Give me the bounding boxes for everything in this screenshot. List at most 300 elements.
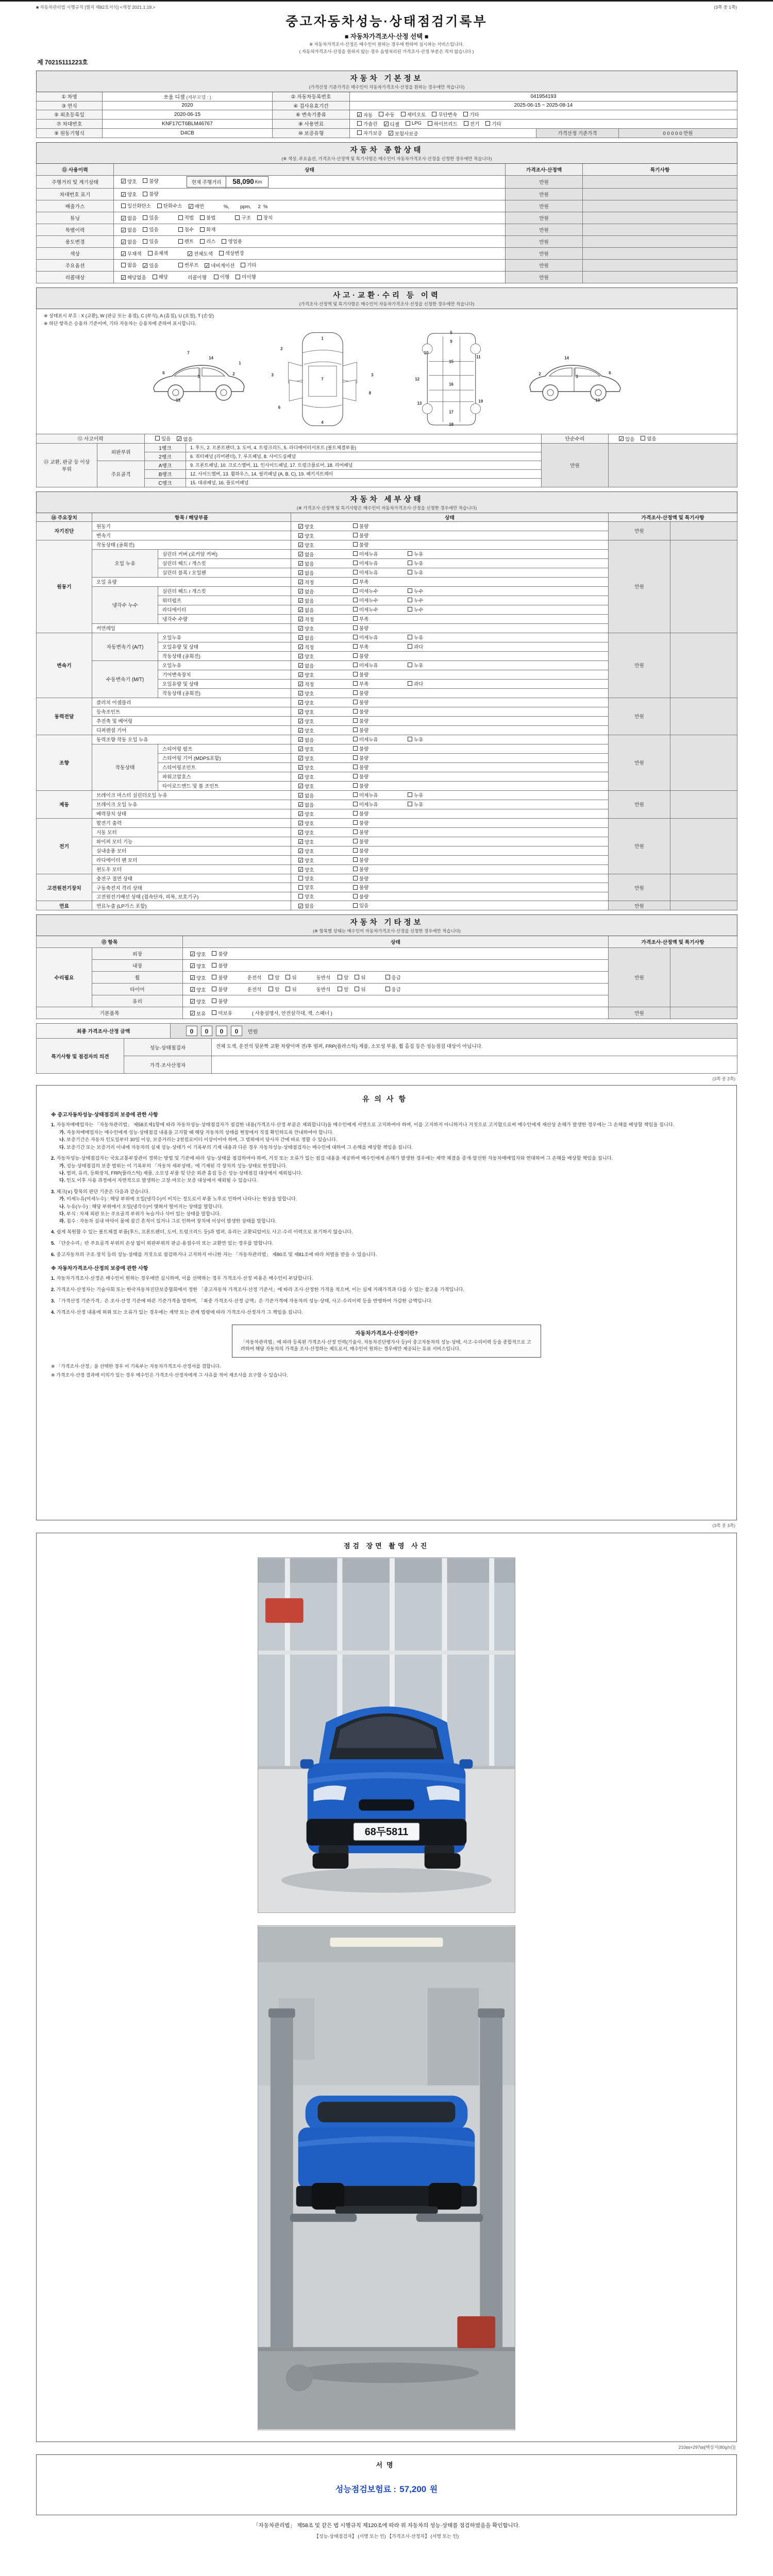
checkbox-icon: ✓ bbox=[299, 830, 303, 836]
checkbox-option[interactable]: 불량 bbox=[353, 773, 408, 780]
checkbox-icon: ✓ bbox=[299, 737, 303, 743]
checkbox-option[interactable]: 불량 bbox=[353, 810, 408, 817]
checkbox-icon bbox=[353, 570, 358, 574]
field-label: ② 자동차등록번호 bbox=[273, 92, 350, 101]
checkbox-option[interactable]: 불량 bbox=[353, 856, 408, 863]
checkbox-option[interactable]: ✓ 없음 bbox=[299, 793, 314, 799]
checkbox-option[interactable]: ✓ 양호 bbox=[299, 691, 314, 697]
checkbox-option[interactable]: ✓ 있음 bbox=[143, 263, 159, 269]
checkbox-option[interactable]: ✓ 적정 bbox=[299, 682, 314, 688]
checkbox-option[interactable]: ✓ 양호 bbox=[299, 765, 314, 771]
checkbox-option[interactable]: ✓ 양호 bbox=[299, 867, 314, 873]
checkbox-option[interactable]: 뒤 bbox=[285, 986, 296, 993]
checkbox-option[interactable]: 미세누유 bbox=[353, 791, 408, 799]
checkbox-icon bbox=[353, 903, 358, 908]
checkbox-option[interactable]: ✓ 양호 bbox=[299, 849, 314, 855]
checkbox-option[interactable]: ✓ 없음 bbox=[299, 737, 314, 743]
transmission-options bbox=[350, 110, 737, 119]
checkbox-icon: ✓ bbox=[191, 963, 195, 969]
checkbox-option[interactable]: ✓ 디젤 bbox=[384, 122, 399, 128]
notice-item: 3. 체크(∨) 항목의 판단 기준은 다음과 같습니다. 가. 미세누유(미세누수) : 해당 부위에 오일(냉각수)이 비치는 정도로서 부품 노후로 인하여 나타나는 현상을 말합니다. 나. 누유(누수) : 해당 부위에서 오일(냉각수)이 맺혀서 떨어지는 상태를 말합니다. 다. 부식 : 차체 외판 또는 주요골격 부위가 녹슬거나 삭아 있는 상태를 말합니다. 라. 침수 : 자동차 실내 바닥이 물에 잠긴 흔적이 있거나 그로 인하여 장치에 이상이 발생한 상태를 말합니다. bbox=[51, 1188, 722, 1225]
checkbox-option[interactable]: 뒤 bbox=[285, 974, 296, 981]
checkbox-option[interactable]: 불량 bbox=[353, 893, 408, 900]
price-cell: 만원 bbox=[609, 818, 670, 874]
checkbox-option[interactable]: 누수 bbox=[408, 587, 462, 595]
panel-number-label: 6 bbox=[609, 370, 611, 376]
checkbox-option[interactable]: ✓ 양호 bbox=[299, 830, 314, 836]
checkbox-option[interactable]: 불량 bbox=[353, 532, 408, 539]
field-label: ⑥ 변속기종류 bbox=[273, 110, 350, 119]
column-header: ⑮ 항목 bbox=[37, 936, 183, 948]
detail-row bbox=[37, 735, 737, 744]
car-side-right-diagram bbox=[524, 348, 627, 410]
checkbox-option[interactable]: 있음 bbox=[143, 214, 158, 221]
checkbox-option[interactable]: 미세누유 bbox=[353, 550, 408, 557]
checkbox-icon bbox=[178, 215, 183, 220]
note-cell bbox=[583, 259, 737, 271]
checkbox-option[interactable]: ✓ 네비게이션 bbox=[205, 263, 235, 269]
checkbox-icon bbox=[353, 876, 358, 880]
detail-row bbox=[37, 818, 737, 827]
checkbox-icon bbox=[235, 215, 240, 220]
panel-group-label: 주요골격 bbox=[97, 461, 145, 487]
checkbox-icon bbox=[408, 681, 412, 686]
overall-row bbox=[37, 235, 737, 247]
checkbox-option[interactable]: 응급 bbox=[385, 986, 401, 993]
checkbox-option[interactable]: 미세누유 bbox=[353, 662, 408, 669]
checkbox-option[interactable]: 누유 bbox=[408, 569, 462, 576]
checkbox-option[interactable]: 누수 bbox=[408, 597, 462, 604]
checkbox-option[interactable]: 응급 bbox=[385, 974, 401, 981]
checkbox-icon bbox=[408, 663, 412, 667]
item-state bbox=[291, 549, 609, 558]
registration-number-value: 041954193 bbox=[350, 92, 737, 101]
checkbox-option[interactable]: 기타 bbox=[485, 120, 501, 127]
item-label: 배출가스 bbox=[37, 200, 114, 212]
field-label: ⑤ 최초등록일 bbox=[37, 110, 103, 119]
checkbox-option[interactable]: 미세누수 bbox=[353, 597, 408, 604]
checkbox-icon: ✓ bbox=[299, 756, 303, 761]
note-cell bbox=[670, 540, 737, 633]
checkbox-icon bbox=[357, 121, 362, 126]
checkbox-option[interactable]: 가솔린 bbox=[357, 120, 378, 127]
fuel-options bbox=[350, 119, 737, 128]
checkbox-option[interactable]: ✓ 무채색 bbox=[122, 251, 142, 258]
overall-row bbox=[37, 200, 737, 212]
checkbox-option[interactable]: 세미오토 bbox=[401, 111, 426, 118]
page-mark-4: 210㎜×297㎜[백상지(80g/㎡)] bbox=[678, 2445, 735, 2450]
checkbox-option[interactable]: 화재 bbox=[200, 226, 215, 233]
item-label: 원동기 bbox=[92, 521, 291, 531]
checkbox-icon: ✓ bbox=[619, 436, 624, 442]
checkbox-option[interactable]: ✓ 양호 bbox=[299, 700, 314, 706]
checkbox-option[interactable]: ✓ 양호 bbox=[122, 192, 137, 198]
checkbox-option[interactable]: 불량 bbox=[353, 652, 408, 659]
note-cell bbox=[670, 735, 737, 790]
checkbox-option[interactable]: 양호 bbox=[298, 884, 353, 891]
checkbox-option[interactable]: 부족 bbox=[353, 680, 408, 687]
checkbox-icon bbox=[641, 436, 645, 440]
item-state bbox=[291, 707, 609, 716]
checkbox-option[interactable]: ✓ 양호 bbox=[299, 839, 314, 845]
checkbox-icon bbox=[353, 579, 358, 584]
checkbox-option[interactable]: 불량 bbox=[353, 699, 408, 706]
price-cell: 만원 bbox=[506, 224, 583, 235]
checkbox-option[interactable]: 양호 bbox=[298, 893, 353, 900]
checkbox-option[interactable]: ✓ 적정 bbox=[299, 645, 314, 651]
final-price-value: 0 0 0 0 만원 bbox=[171, 1024, 737, 1039]
checkbox-option[interactable]: 앞 bbox=[268, 974, 279, 981]
checkbox-option[interactable]: 일산화탄소 bbox=[121, 202, 151, 209]
checkbox-option[interactable]: ✓ 양호 bbox=[299, 774, 314, 781]
note-cell bbox=[670, 698, 737, 735]
checkbox-option[interactable]: 누유 bbox=[408, 560, 462, 567]
checkbox-option[interactable]: 미세누유 bbox=[353, 560, 408, 567]
item-label: 와이퍼 모터 기능 bbox=[92, 837, 291, 846]
inspection-period-value: 2025-06-15 ~ 2025-08-14 bbox=[350, 101, 737, 110]
checkbox-option[interactable]: ✓ 없음 bbox=[177, 436, 193, 443]
checkbox-option[interactable]: 미세누수 bbox=[353, 606, 408, 613]
checkbox-option[interactable]: 이행 bbox=[214, 273, 229, 280]
item-label: 색상 bbox=[37, 247, 114, 259]
signature-title: 서명 bbox=[376, 2461, 397, 2469]
amount-digit: 0 bbox=[201, 1026, 212, 1036]
checkbox-icon bbox=[212, 975, 216, 979]
checkbox-option[interactable]: ✓ 양호 bbox=[299, 543, 314, 549]
checkbox-option[interactable]: 자가보증 bbox=[357, 129, 382, 137]
checkbox-option[interactable]: 불량 bbox=[143, 190, 158, 197]
checkbox-option[interactable]: 적법 bbox=[178, 214, 194, 221]
checkbox-option[interactable]: ✓ 양호 bbox=[191, 975, 206, 981]
accident-history-label: ⑫ 사고이력 bbox=[37, 434, 145, 443]
checkbox-option[interactable]: ✓ 없음 bbox=[299, 903, 314, 910]
checkbox-icon bbox=[353, 894, 358, 899]
checkbox-option[interactable]: 과다 bbox=[408, 680, 462, 687]
checkbox-icon: ✓ bbox=[299, 747, 303, 752]
price-cell: 만원 bbox=[609, 1007, 670, 1019]
checkbox-option[interactable]: 불량 bbox=[353, 782, 408, 789]
item-state bbox=[291, 651, 609, 660]
checkbox-option[interactable]: 영업용 bbox=[222, 238, 242, 245]
checkbox-option[interactable]: 불법 bbox=[200, 214, 215, 221]
checkbox-option[interactable]: ✓ 없음 bbox=[299, 802, 314, 808]
checkbox-option[interactable]: 누유 bbox=[408, 634, 462, 641]
checkbox-option[interactable]: 기타 bbox=[241, 261, 256, 268]
checkbox-icon bbox=[353, 857, 358, 862]
checkbox-option[interactable]: 불량 bbox=[353, 745, 408, 752]
checkbox-option[interactable]: 불량 bbox=[353, 624, 408, 632]
checkbox-option[interactable]: 불량 bbox=[143, 177, 158, 184]
checkbox-option[interactable]: 불량 bbox=[353, 884, 408, 891]
checkbox-icon: ✓ bbox=[384, 122, 389, 127]
checkbox-icon bbox=[143, 178, 147, 183]
checkbox-option[interactable]: ✓ 양호 bbox=[299, 719, 314, 725]
notice-item: 5. 「단순수리」란 주요골격 부위의 손상 없이 외판부위의 판금·용접수리 또는 교환만 있는 경우를 말합니다. bbox=[51, 1241, 274, 1246]
item-state bbox=[291, 670, 609, 679]
checkbox-option[interactable]: ✓ 양호 bbox=[191, 963, 206, 970]
note-cell bbox=[670, 790, 737, 818]
checkbox-option[interactable]: 누유 bbox=[408, 791, 462, 799]
detail-row bbox=[37, 633, 737, 642]
checkbox-option[interactable]: 불량 bbox=[353, 541, 408, 548]
checkbox-option[interactable]: 있음 bbox=[143, 226, 158, 233]
item-label: 실린더 블록 / 오일팬 bbox=[158, 568, 291, 577]
checkbox-option[interactable]: 침수 bbox=[178, 226, 194, 233]
checkbox-option[interactable]: ✓ 양호 bbox=[299, 784, 314, 790]
checkbox-option[interactable]: 전기 bbox=[464, 120, 479, 127]
checkbox-option[interactable]: 누유 bbox=[408, 801, 462, 808]
checkbox-icon: ✓ bbox=[299, 784, 303, 789]
checkbox-option[interactable]: ✓ 양호 bbox=[299, 626, 314, 632]
column-header: 가격조사·산정액 및 특기사항 bbox=[609, 513, 737, 521]
checkbox-option[interactable]: 리스 bbox=[200, 238, 215, 245]
checkbox-option[interactable]: 앞 bbox=[338, 986, 348, 993]
overall-row bbox=[37, 271, 737, 283]
appraiser-opinion-text bbox=[212, 1056, 737, 1074]
checkbox-option[interactable]: ✓ 없음 bbox=[299, 561, 314, 567]
checkbox-option[interactable]: 불량 bbox=[353, 847, 408, 854]
checkbox-option[interactable]: 수동 bbox=[379, 111, 394, 118]
checkbox-option[interactable]: 있음 bbox=[353, 902, 408, 909]
checkbox-option[interactable]: 부족 bbox=[353, 578, 408, 585]
checkbox-option[interactable]: 미이행 bbox=[236, 273, 256, 280]
checkbox-option[interactable]: ✓ 양호 bbox=[122, 179, 137, 185]
panel-number-label: 2 bbox=[539, 371, 541, 377]
final-price-label: 최종 가격조사·산정 금액 bbox=[37, 1024, 171, 1039]
checkbox-option[interactable]: 미세누유 bbox=[353, 634, 408, 641]
checkbox-icon: ✓ bbox=[122, 275, 126, 280]
checkbox-option[interactable]: 부족 bbox=[353, 615, 408, 622]
item-label: 발전기 출력 bbox=[92, 818, 291, 827]
checkbox-option[interactable]: ✓ 전체도색 bbox=[188, 251, 213, 258]
checkbox-icon bbox=[268, 987, 273, 991]
checkbox-icon bbox=[464, 121, 468, 126]
checkbox-icon bbox=[353, 829, 358, 834]
checkbox-option[interactable]: 앞 bbox=[268, 986, 279, 993]
checkbox-option[interactable]: 불량 bbox=[353, 754, 408, 761]
checkbox-option[interactable]: 불량 bbox=[353, 689, 408, 697]
checkbox-icon: ✓ bbox=[191, 999, 195, 1005]
checkbox-option[interactable]: 하이브리드 bbox=[428, 120, 458, 127]
checkbox-option[interactable]: 불량 bbox=[353, 866, 408, 873]
checkbox-option[interactable]: 있음 bbox=[143, 238, 158, 245]
price-cell: 만원 bbox=[506, 175, 583, 188]
rank-label: C랭크 bbox=[145, 478, 186, 487]
checkbox-option[interactable]: LPG bbox=[406, 121, 422, 126]
checkbox-option[interactable]: ✓ 양호 bbox=[299, 709, 314, 716]
checkbox-option[interactable]: ✓ 양호 bbox=[299, 858, 314, 864]
checkbox-option[interactable]: 불량 bbox=[353, 671, 408, 678]
checkbox-option[interactable]: 누유 bbox=[408, 550, 462, 557]
checkbox-option[interactable]: ✓ 없음 bbox=[299, 570, 314, 577]
checkbox-icon bbox=[432, 112, 436, 116]
checkbox-option[interactable]: 불량 bbox=[353, 522, 408, 530]
checkbox-icon: ✓ bbox=[299, 839, 303, 845]
checkbox-icon: ✓ bbox=[122, 227, 126, 233]
note-cell bbox=[583, 200, 737, 212]
checkbox-icon bbox=[353, 765, 358, 769]
notice-item: 1. 자동차가격조사·산정은 매수인이 원하는 경우에만 실시하며, 이를 선택하는 경우 가격조사·산정 비용은 매수인이 부담합니다. bbox=[51, 1276, 313, 1281]
checkbox-icon bbox=[143, 192, 147, 196]
checkbox-option[interactable]: ✓ 양호 bbox=[299, 747, 314, 753]
item-label: 라디에이터 팬 모터 bbox=[92, 855, 291, 865]
checkbox-option[interactable]: 누수 bbox=[408, 606, 462, 613]
checkbox-option[interactable]: 과다 bbox=[408, 643, 462, 650]
checkbox-option[interactable]: ✓ 있음 bbox=[619, 436, 635, 443]
checkbox-option[interactable]: 불량 bbox=[212, 974, 227, 981]
checkbox-option[interactable]: ✓ 없음 bbox=[122, 227, 137, 234]
price-cell: 만원 bbox=[609, 874, 670, 901]
checkbox-option[interactable]: ✓ 양호 bbox=[299, 728, 314, 734]
rank-label: A랭크 bbox=[145, 461, 186, 469]
checkbox-option[interactable]: 무단변속 bbox=[432, 111, 457, 118]
final-price-table bbox=[36, 1023, 737, 1039]
checkbox-icon bbox=[353, 616, 358, 621]
checkbox-option[interactable]: ✓ 적정 bbox=[299, 580, 314, 586]
checkbox-option[interactable]: 불량 bbox=[212, 997, 227, 1005]
checkbox-option[interactable]: 누유 bbox=[408, 736, 462, 743]
checkbox-option[interactable]: ✓ 양호 bbox=[191, 952, 206, 958]
checkbox-option[interactable]: 렌트 bbox=[178, 238, 194, 245]
checkbox-option[interactable]: 미세누수 bbox=[353, 587, 408, 595]
checkbox-option[interactable]: ✓ 없음 bbox=[299, 663, 314, 669]
checkbox-option[interactable]: ✓ 보험사보증 bbox=[389, 131, 418, 137]
item-state bbox=[291, 716, 609, 725]
checkbox-option[interactable]: 뒤 bbox=[355, 986, 365, 993]
checkbox-option[interactable]: 불량 bbox=[353, 838, 408, 845]
checkbox-option[interactable]: ✓ 양호 bbox=[299, 533, 314, 539]
title-note-1: ※ 자동차가격조사·산정은 매수인이 원하는 경우에 한하여 실시하는 서비스입니다. bbox=[309, 42, 464, 47]
checkbox-option[interactable]: 불량 bbox=[212, 962, 227, 969]
checkbox-option[interactable]: 앞 bbox=[338, 974, 348, 981]
checkbox-option[interactable]: 해당 bbox=[153, 273, 168, 280]
item-label: 오일유량 및 상태 bbox=[158, 642, 291, 651]
checkbox-option[interactable]: 누유 bbox=[408, 662, 462, 669]
checkbox-icon: ✓ bbox=[188, 251, 192, 257]
checkbox-option[interactable]: 탄화수소 bbox=[157, 202, 182, 209]
checkbox-option[interactable]: ✓ 양호 bbox=[299, 672, 314, 679]
price-cell: 만원 bbox=[609, 735, 670, 790]
checkbox-option[interactable]: ✓ 없음 bbox=[299, 635, 314, 641]
checkbox-option[interactable]: 불량 bbox=[353, 717, 408, 724]
panel-number-label: 18 bbox=[449, 422, 453, 427]
checkbox-icon bbox=[353, 644, 358, 649]
checkbox-option[interactable]: ✓ 양호 bbox=[299, 811, 314, 818]
checkbox-option[interactable]: 유채색 bbox=[148, 249, 169, 257]
price-cell: 만원 bbox=[609, 790, 670, 818]
checkbox-option[interactable]: ✓ 양호 bbox=[299, 524, 314, 530]
checkbox-icon bbox=[357, 130, 362, 135]
checkbox-option[interactable]: ✓ 양호 bbox=[191, 987, 206, 993]
checkbox-option[interactable]: 미세누유 bbox=[353, 801, 408, 808]
panel-number-label: 5 bbox=[450, 330, 452, 335]
item-label: 등속조인트 bbox=[92, 707, 291, 716]
item-state: ✓ 해당없음 해당 리콜이행 이행 미이행 bbox=[114, 271, 506, 283]
checkbox-icon: ✓ bbox=[122, 215, 126, 221]
checkbox-option[interactable]: 있음 bbox=[155, 435, 171, 442]
checkbox-option[interactable]: 미세누유 bbox=[353, 736, 408, 743]
checkbox-icon bbox=[379, 112, 383, 116]
notice-subitem: 나. 범퍼, 유리, 등화장치, FRP(플라스틱) 제품, 소모성 부품 및 단순 외관 흠집 등은 성능·상태점검 대상에서 제외됩니다. bbox=[59, 1171, 303, 1176]
checkbox-option[interactable]: ✓ 없음 bbox=[122, 239, 137, 246]
detail-row bbox=[37, 540, 737, 549]
checkbox-option[interactable]: 불량 bbox=[353, 828, 408, 836]
checkbox-option[interactable]: ✓ 양호 bbox=[299, 654, 314, 660]
checkbox-icon: ✓ bbox=[299, 617, 303, 622]
device-label: 동력전달 bbox=[37, 698, 92, 735]
checkbox-option[interactable]: ✓ 없음 bbox=[299, 589, 314, 595]
panel-number-label: 3 bbox=[371, 372, 374, 378]
checkbox-option[interactable]: ✓ 해당없음 bbox=[122, 275, 146, 281]
item-state bbox=[291, 660, 609, 670]
checkbox-option[interactable]: ✓ 없음 bbox=[299, 607, 314, 614]
checkbox-option[interactable]: 불량 bbox=[353, 875, 408, 882]
checkbox-option[interactable]: 기타 bbox=[463, 111, 479, 118]
checkbox-option[interactable]: ✓ 자동 bbox=[358, 112, 373, 118]
checkbox-option[interactable]: 구조 bbox=[235, 214, 250, 221]
checkbox-option[interactable]: 뒤 bbox=[355, 974, 365, 981]
checkbox-option[interactable]: 미보유 bbox=[212, 1009, 232, 1016]
checkbox-icon: ✓ bbox=[299, 802, 303, 808]
checkbox-option[interactable]: ✓ 없음 bbox=[122, 215, 137, 222]
inspector-opinion-text: 전체 도색, 운전석 뒷문짝 교환 차량이며 전/후 범퍼, FRP(플라스틱) 제품, 소모성 부품, 휠 흠집 등은 성능점검 대상이 아닙니다. bbox=[212, 1039, 737, 1056]
checkbox-option[interactable]: ✓ 매연 bbox=[189, 204, 204, 210]
document-number: 제 70215111223호 bbox=[37, 58, 88, 66]
checkbox-option[interactable]: 장치 bbox=[257, 214, 273, 221]
item-label: 냉각수 수량 bbox=[158, 614, 291, 623]
checkbox-option[interactable]: 썬루프 bbox=[178, 261, 199, 268]
checkbox-option[interactable]: ✓ 보유 bbox=[191, 1011, 206, 1017]
checkbox-option[interactable]: 불량 bbox=[212, 986, 227, 993]
panel-number-label: 8 bbox=[368, 391, 372, 396]
checkbox-option[interactable]: 색상변경 bbox=[219, 249, 244, 257]
item-state: ✓ 양호 불량 운전석 앞 뒤 동반석 앞 뒤 응급 bbox=[183, 984, 609, 995]
checkbox-icon bbox=[353, 867, 358, 871]
checkbox-icon: ✓ bbox=[122, 179, 126, 184]
checkbox-option[interactable]: 없음 bbox=[641, 435, 656, 442]
item-label: 고전원전기배선 상태 (접속단자, 피복, 보호기구) bbox=[92, 892, 291, 901]
checkbox-option[interactable]: 불량 bbox=[353, 726, 408, 734]
checkbox-option[interactable]: 양호 bbox=[298, 875, 353, 882]
checkbox-option[interactable]: ✓ 없음 bbox=[299, 552, 314, 558]
checkbox-option[interactable]: ✓ 양호 bbox=[299, 756, 314, 762]
checkbox-icon bbox=[178, 227, 183, 232]
checkbox-icon bbox=[212, 987, 216, 991]
checkbox-option[interactable]: 불량 bbox=[353, 708, 408, 715]
column-header: 가격조사·산정액 및 특기사항 bbox=[609, 936, 737, 948]
checkbox-option[interactable]: 미세누유 bbox=[353, 569, 408, 576]
note-cell bbox=[583, 212, 737, 224]
checkbox-option[interactable]: ✓ 양호 bbox=[299, 821, 314, 827]
checkbox-option[interactable]: 부족 bbox=[353, 643, 408, 650]
checkbox-option[interactable]: 불량 bbox=[212, 950, 227, 957]
item-label: 휠 bbox=[92, 972, 183, 984]
item-state bbox=[291, 596, 609, 605]
checkbox-option[interactable]: 불량 bbox=[353, 764, 408, 771]
checkbox-option[interactable]: ✓ 적정 bbox=[299, 617, 314, 623]
simple-repair-options bbox=[609, 434, 737, 443]
panel-number-label: 14 bbox=[209, 355, 213, 361]
item-state bbox=[291, 688, 609, 698]
checkbox-option[interactable]: ✓ 없음 bbox=[299, 598, 314, 604]
checkbox-icon bbox=[143, 215, 147, 220]
accident-history-options bbox=[145, 434, 542, 443]
note-cell bbox=[609, 443, 737, 487]
panel-number-label: 16 bbox=[449, 382, 453, 387]
checkbox-option[interactable]: 불량 bbox=[353, 819, 408, 826]
checkbox-option[interactable]: ✓ 양호 bbox=[191, 999, 206, 1005]
checkbox-option[interactable]: 없음 bbox=[121, 261, 137, 268]
